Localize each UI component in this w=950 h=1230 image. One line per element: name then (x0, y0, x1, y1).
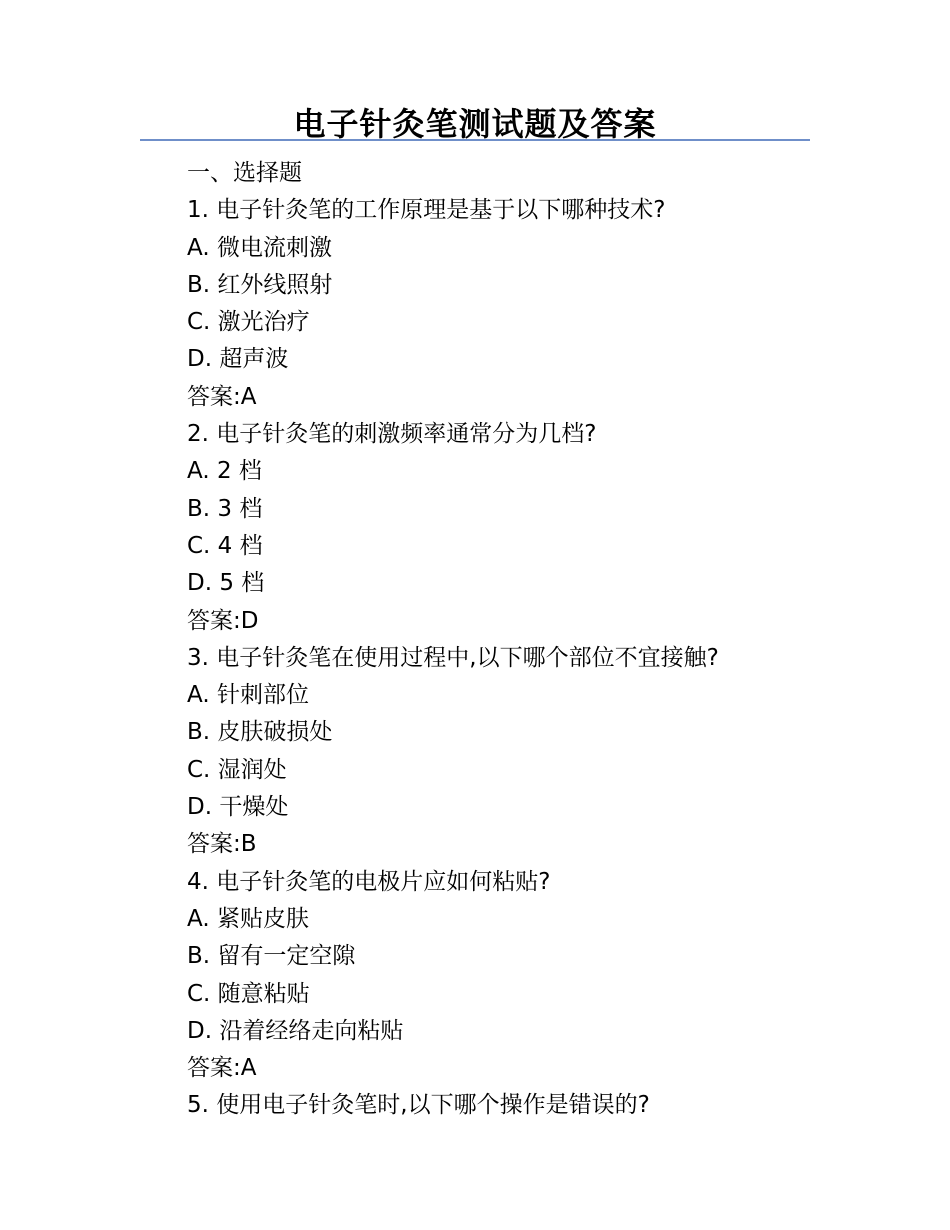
document-title: 电子针灸笔测试题及答案 (293, 105, 657, 143)
option-c: C. 随意粘贴 (187, 980, 310, 1007)
option-b: B. 皮肤破损处 (187, 719, 333, 746)
option-a: A. 紧贴皮肤 (187, 905, 309, 932)
question-block-5 (187, 1087, 827, 1124)
option-b: B. 留有一定空隙 (187, 943, 356, 970)
question-block-2 (187, 416, 827, 640)
answer-text: 答案:A (187, 1055, 257, 1082)
answer-text: 答案:A (187, 383, 257, 410)
option-d: D. 干燥处 (187, 794, 289, 821)
question-text: 2. 电子针灸笔的刺激频率通常分为几档? (187, 421, 597, 448)
section-heading: 一、选择题 (187, 160, 302, 186)
question-block-3 (187, 640, 827, 864)
option-a: A. 针刺部位 (187, 682, 309, 709)
question-block-4 (187, 864, 827, 1088)
option-d: D. 超声波 (187, 346, 289, 373)
option-c: C. 激光治疗 (187, 309, 310, 336)
document-body (187, 155, 827, 1125)
question-text: 5. 使用电子针灸笔时,以下哪个操作是错误的? (187, 1092, 650, 1119)
question-text: 3. 电子针灸笔在使用过程中,以下哪个部位不宜接触? (187, 644, 719, 671)
title-underline (140, 139, 810, 141)
option-a: A. 2 档 (187, 458, 262, 485)
option-c: C. 4 档 (187, 532, 263, 559)
answer-text: 答案:B (187, 831, 257, 858)
option-b: B. 3 档 (187, 495, 263, 522)
question-text: 1. 电子针灸笔的工作原理是基于以下哪种技术? (187, 197, 666, 224)
option-d: D. 5 档 (187, 570, 265, 597)
question-text: 4. 电子针灸笔的电极片应如何粘贴? (187, 868, 551, 895)
option-b: B. 红外线照射 (187, 271, 333, 298)
option-c: C. 湿润处 (187, 756, 287, 783)
option-a: A. 微电流刺激 (187, 234, 332, 261)
answer-text: 答案:D (187, 607, 259, 634)
option-d: D. 沿着经络走向粘贴 (187, 1017, 404, 1044)
question-block-1 (187, 192, 827, 416)
